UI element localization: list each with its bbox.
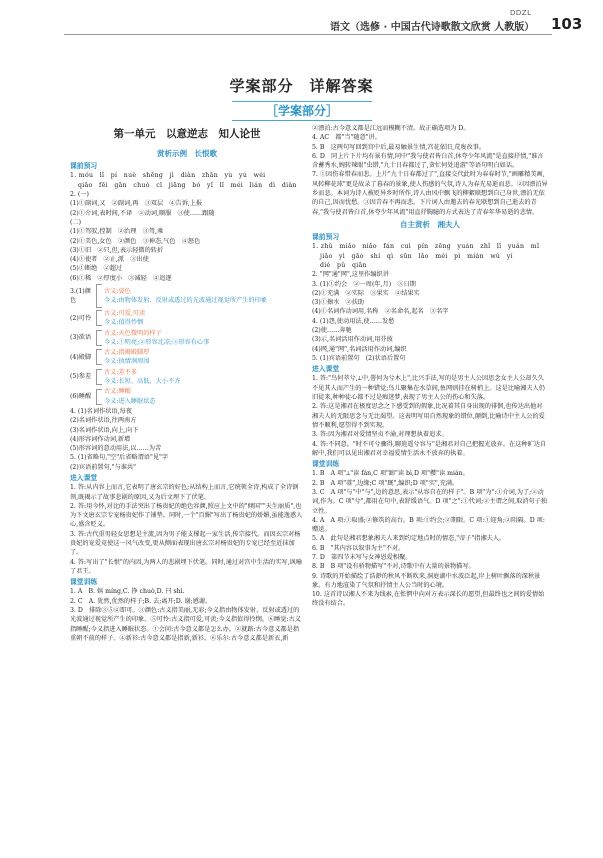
answer-line: 2. B A 项"薹",边缘;C 项"厩",编织;D 项"实",充满。: [312, 479, 459, 487]
header-title: 语文（选修 · 中国古代诗歌散文欣赏 人教版）: [330, 22, 535, 33]
answer-line: 8. B B 项"设有骄物描写"不对,诗歌中有大量的景物描写。: [312, 563, 475, 571]
answer-line: 4. (1)怨,使动用法,使……发愁: [312, 317, 395, 325]
answer-line: (1)①副词,又 ②副词,再 ③双层 ④告诉,上报: [70, 200, 203, 208]
answer-line: (3)示,名词活用作动词,用芬披: [312, 336, 393, 344]
answer-line: 6. B "其内容以叙事为主"不对。: [312, 544, 405, 552]
answer-line: (二): [70, 218, 82, 226]
lesson-title: 自主赏析 湘夫人: [400, 219, 460, 229]
pinyin-line: jiāo yì gāo shí qì sūn lǎo méi pì mián wǔ yí: [320, 252, 513, 260]
answer-line: (2)使……奔驰: [312, 327, 352, 335]
right-column: [312, 124, 548, 609]
answer-paragraph: 3. D 排除③⑤④即可。③颜色:古义指美丽,无彩;今义指由物体发射、反射或透过的光波通过视觉所产生的印象。⑤可怜:古义指可爱,可羡;今义指值得怜悯。⑥睡觉:古义指睡醒;今义指进入睡眠状态。①会问:古今意义都是怎么办。②就路:古今意义都是指重朝不前的样子。④新衫:古今意义都是指新,新衫。⑥乐尔:古今意义都是新衣,新: [70, 606, 301, 642]
brace: [96, 330, 102, 346]
answer-line: (5)①断绝 ②超过: [70, 265, 123, 273]
word-label: (4)殿脚: [70, 353, 92, 361]
category-in-class: 进入课堂: [312, 365, 340, 374]
word-meaning-pair: [70, 329, 304, 348]
modern-meaning: 今义:执情涧周围: [104, 358, 150, 366]
answer-paragraph: 6. D 同上片下片均有景有情,同中"我与使君皆白首,休夸少年风流"是直接抒情,"谁言含蓄秀水,婉转辣眼"虫错,"九十日春都过了,贪忙何处追游"等语句明白如话。: [312, 152, 544, 170]
brace: [96, 284, 102, 308]
category-in-class: 进入课堂: [70, 474, 98, 483]
ancient-meaning: 古义:指揭殿脚厚: [104, 349, 150, 357]
modern-meaning: 今义:长短、高低、大小不齐: [104, 378, 181, 386]
category-preview: 课前预习: [70, 162, 98, 171]
answer-paragraph: 7. ①因伤春惜春而悲。上片"九十日春都过了",直接交代此时为春春时节,"画雕精美画,风转柳花球"更是故录了暮春的景象,使人伤感的气氛,诗人为春光易逝而悲。②因漂泊异乡而悲。本词为诗人被贬异乡时所作,诗人由风中飘飞的柳絮联想到自己身世,漂泊无依的自己,因而忧愁。③因青春不再而悲。下片词人由邀去的春光联想到自己逝去的青春,"我与使君皆白首,休夸少年风流"用直抒胸臆的方式表达了青春年华易逝的悲情。: [312, 171, 548, 216]
answer-paragraph: 2. 答:这是湘君在极度思念之下感受到的假象,比况着其自身出现的徘徊,也传达出他对湘夫人的无限思念与无比渴望。这表明写用自然现象的错位,颠倒,比喻诗中主人公的爱情不顺利,愿望得不到实现。: [312, 403, 545, 429]
brace: [96, 389, 102, 405]
category-practice: 课堂训练: [312, 460, 340, 469]
answer-paragraph: 1. 答:"鸟何萃兮,⟂中,罾何为兮木上",比兴手法,写的是男主人公因思念女主人公却久久不见其人而产生的一种错觉;鸟儿聚集在水草间,鱼网则挂在树梢上。这是比喻湘夫人仍旧徒来,种种徒心都不过是痴迷梦,表现了男主人公的伤心和失落。: [312, 375, 545, 402]
ancient-meaning: 古义:可爱,可羡: [104, 310, 146, 317]
answer-line: 5. B 这两句写回到宫中后,最易触景生情,宫花依旧,荒废改事。: [312, 143, 486, 151]
page-number: 103: [551, 15, 583, 33]
answer-line: 5. (1)省略句,"空"后省略谓语"见"字: [70, 454, 169, 462]
word-meaning-pair: [70, 309, 304, 328]
modern-meaning: 今义:值得怜悯: [104, 319, 144, 327]
answer-line: ②漂泊:古今意义都是江远而模糊不清。故正确选项为 D。: [312, 125, 470, 132]
answer-line: (3)①擦水 ②扶助: [312, 299, 365, 307]
word-meaning-pair: [70, 348, 304, 367]
answer-line: 4. AC 都"当"随意"讲。: [312, 134, 381, 142]
word-label: (2)可怜: [70, 314, 92, 322]
pinyin-line: 1. zhǔ miǎo niǎo fán cuì pín zēng yuán zhǐ lǐ yuán mǐ: [312, 243, 540, 251]
answer-line: (3)名词作状语,向上,向下: [70, 426, 139, 434]
answer-line: (3)①旧 ②只,但,表示轻微的转折: [70, 246, 164, 254]
word-meaning-pair: [70, 284, 304, 308]
main-title: 学案部分 详解答案: [229, 77, 374, 95]
brace: [96, 310, 102, 326]
modern-meaning: 今义:进入睡眠状态: [104, 397, 156, 405]
answer-line: (2)①充满 ②实际 ③果实 ④结果实: [312, 289, 420, 297]
category-practice: 课堂训练: [70, 578, 98, 587]
answer-line: 5. (1)宾语前置句 (2)状语后置句: [312, 354, 406, 362]
answer-line: (2)①介词,表时间,不译 ②动词,顺服 ③使……跟随: [70, 209, 215, 217]
answer-line: (2)①美色,女色 ②颜色 ③神态,气色 ④怒色: [70, 237, 201, 245]
answer-paragraph: 4. 答:写出了"长恨"的内因,为两人的悲剧埋下伏笔。同时,通过对宫中生活的实写,讽喻了君王。: [70, 558, 302, 575]
section-banner: ［学案部分］: [232, 101, 372, 121]
answer-line: (2)名词作状语,往两南方: [70, 417, 137, 425]
answer-line: (4)①名词作动词用,名称 ②名命名,起名 ③名字: [312, 308, 449, 316]
answer-line: (6)①稀 ②厚度小 ③减轻 ④追逐: [70, 274, 172, 282]
category-preview: 课前预习: [312, 233, 340, 242]
answer-line: 4. A A 项:①取盛;②修筑的高台。B 项:①约会;②期限。C 项:①迎角;②阻隔。D 项:赠送。: [312, 516, 545, 534]
answer-line: (2)宾语前置句,"与谁共": [70, 463, 136, 471]
brace: [96, 369, 102, 385]
left-column: [70, 146, 304, 643]
ancient-meaning: 古义:差不多: [104, 368, 138, 376]
ancient-meaning: 古义:睡醒: [104, 388, 131, 396]
header-rule: [64, 34, 552, 35]
word-meaning-pair: [70, 368, 304, 387]
answer-line: 1. A B. 嫔 míng,C. 挣 chuò,D. 闩 shì.: [70, 588, 185, 596]
answer-paragraph: 1. 答:从内容上而言,它表明了唐玄宗的好色;从结构上而言,它统领全诗,构成了全诗钢领,既揭示了故事悲剧的原因,又为后文埋下了伏笔。: [70, 484, 299, 501]
unit-title: 第一单元 以意逆志 知人论世: [113, 128, 261, 140]
word-label: (5)参差: [70, 373, 92, 381]
answer-line: 5. A 此句是湘君想象湘夫人来到约定地点时的情态,"帝子"指湘夫人。: [312, 535, 506, 543]
brace: [96, 349, 102, 365]
answer-paragraph: 2. 答:用今怀,对比的手法突出了杨贵妃的绝色容颜,照应上文中的"倾国""天生丽质",也为下文唐玄宗专宠杨贵妃作了铺垫。同时,一个"百媚"写出了杨贵妃的娇媚,虽能逸惑人心,盛含贬义。: [70, 502, 303, 529]
answer-paragraph: 4. 答:不同意。"时不可兮骤得,聊逍遥兮容与"是湘君对自己把握光放弃。在这种旷达自解中,我们可以见出湘君对幸福爱情生活永不放弃的执着。: [312, 440, 547, 457]
lesson-title: 赏析示例 长恨歌: [157, 149, 217, 158]
answer-paragraph: 9. 诗歌的开始描绘了浩渺的秋风不断吹来,洞庭湖中水波泛起,岸上树叶飘落的深秋景象。有力地渲染了气氛和抒情主人公当时的心境。: [312, 572, 541, 589]
answer-paragraph: 3. C A 项"与"中"与",边的意思,表示"从容自在的样子"。B 项"为":①介词,为了;②动词,作为。C 项"兮",都用在句中,表舒缓语气。D 项"之":①代词;②主谓之间,取消句子独立性。: [312, 488, 548, 515]
word-label: (3)欲语: [70, 334, 92, 342]
answer-line: (4)形容词作动词,新增: [70, 435, 131, 443]
answer-line: 3. (1)①约会 ②一周(年,月) ③日期: [312, 280, 416, 288]
answer-line: (5)形容词的意动用法,以……为苦: [70, 445, 162, 453]
answer-line: 1. B A 项"⟂"读 fán,C 项"蹄"读 bì,D 项"樱"读 mián。: [312, 470, 469, 478]
answer-paragraph: 10. 这首诗以湘人不来为线索,在怅惘中向对方表示深长的愿望,但最终也之间的爱情始终没有结合。: [312, 591, 545, 608]
pinyin-line: qiāo fēi gān chuò cī jiāng bó yǐ lǐ méi lián dì diàn: [78, 181, 297, 189]
answer-paragraph: 3. 答:古代重男轻女思想是主流,因为男子能支撑起一家生活,传宗接代。而因玄宗对杨贵妃的宠爱竟使这一风气改变,更从侧面表现出唐玄宗对杨贵妃的专宠已经至近抹加了。: [70, 530, 301, 557]
pinyin-line: dié pǔ qiān: [320, 262, 367, 269]
word-label: 3.(1)颜色: [70, 287, 91, 304]
ancient-meaning: 古义:天色微明的样子: [104, 329, 162, 337]
answer-line: 4. (1)名词作状语,每夜: [70, 407, 132, 415]
answer-line: 7. D 第四节末写与女神恩爱相聚。: [312, 553, 412, 561]
header-brand: DDZL: [510, 9, 532, 17]
answer-line: 2. C A. 犹然,优然的样子;B. 去;离开;D. 谢;感谢。: [70, 597, 212, 605]
answer-line: (4)网,通"网",名词活用作动词,编织: [312, 345, 407, 353]
answer-line: 2. "网"通"网",这里作编织讲: [312, 271, 389, 279]
modern-meaning: 今义:由物体发射、反射或透过的光波通过视觉所产生的印象: [104, 297, 267, 304]
word-label: (6)睡醒: [70, 393, 92, 401]
answer-line: (1)①驾驭,控制 ②治理 ③驾,乘: [70, 228, 164, 236]
word-meaning-pair: [70, 387, 304, 406]
modern-meaning: 今义:①明亮;②形容北凉;③形容有心事: [104, 338, 210, 346]
answer-line: 3. 答:因为湘君对爱情坚贞不渝,对理想执着追求。: [312, 431, 448, 439]
answer-line: (4)①使者 ②止,派 ③出使: [70, 256, 149, 264]
ancient-meaning: 古义:姿色: [104, 287, 131, 295]
pinyin-line: 1. móu lǐ pí nuè shēng jì diàn zhān yù yú wéi: [70, 172, 266, 180]
answer-line: 2. (一): [70, 191, 89, 199]
